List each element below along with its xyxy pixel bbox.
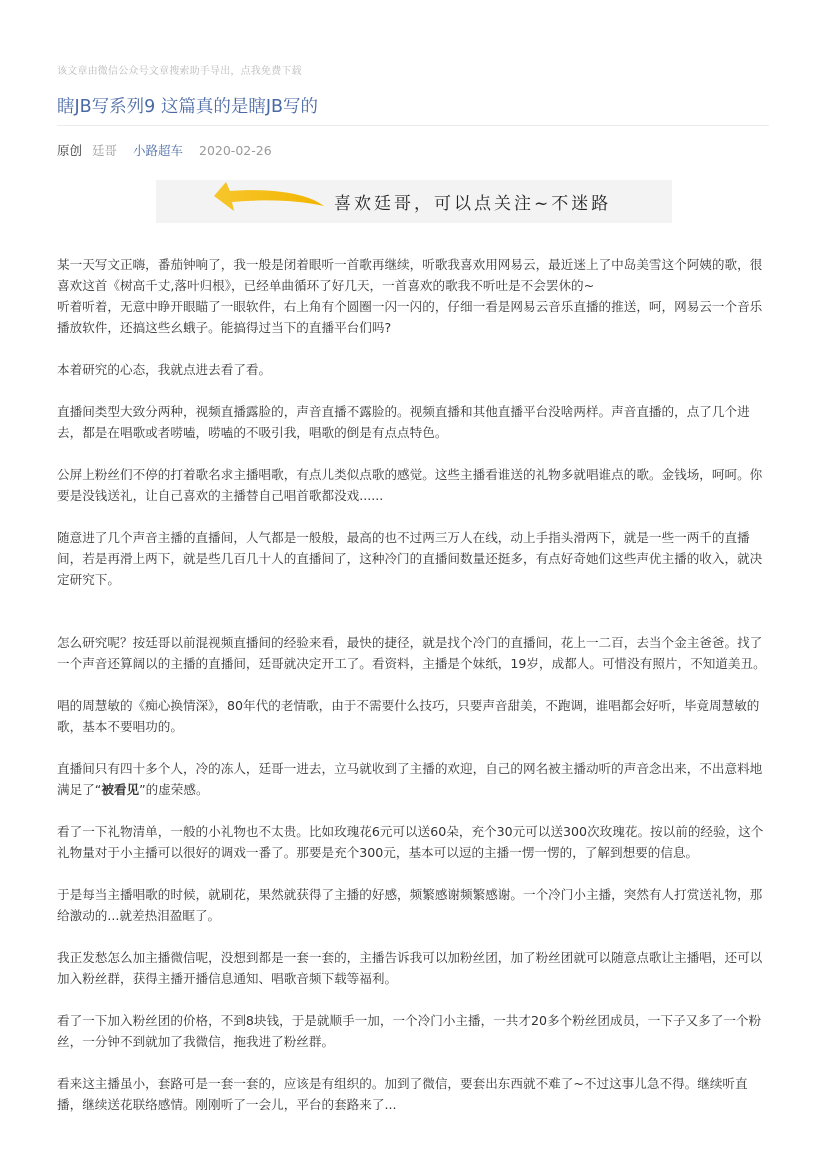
paragraph-line: 直播间类型大致分两种，视频直播露脸的，声音直播不露脸的。视频直播和其他直播平台没啥两样。声音直播的，点了几个进去，都是在唱歌或者唠嗑，唠嗑的不吸引我，唱歌的倒是有点点特色。	[57, 404, 750, 440]
article-body	[57, 254, 769, 1136]
follow-banner	[156, 180, 672, 223]
original-label: 原创	[57, 143, 83, 158]
paragraph-line: 公屏上粉丝们不停的打着歌名求主播唱歌，有点儿类似点歌的感觉。这些主播看谁送的礼物多就唱谁点的歌。金钱场，呵呵。你要是没钱送礼，让自己喜欢的主播替自己唱首歌都没戏......	[57, 467, 763, 503]
title-divider	[57, 125, 769, 126]
account-link[interactable]: 小路超车	[133, 143, 184, 158]
paragraph-line: 于是每当主播唱歌的时候，就刷花，果然就获得了主播的好感，频繁感谢频繁感谢。一个冷门小主播，突然有人打赏送礼物，那给激动的...就差热泪盈眶了。	[57, 887, 763, 923]
paragraph-line: 直播间只有四十多个人，冷的冻人，廷哥一进去，立马就收到了主播的欢迎，自己的网名被主播动听的声音念出来，不出意料地满足了“被看见”的虚荣感。	[57, 761, 763, 797]
paragraph	[57, 464, 769, 506]
paragraph-line: 我正发愁怎么加主播微信呢，没想到都是一套一套的，主播告诉我可以加粉丝团，加了粉丝团就可以随意点歌让主播唱，还可以加入粉丝群，获得主播开播信息通知、唱歌音频下载等福利。	[57, 950, 763, 986]
paragraph	[57, 359, 769, 380]
paragraph	[57, 695, 769, 737]
paragraph-line: 看来这主播虽小，套路可是一套一套的，应该是有组织的。加到了微信，要套出东西就不难了~不过这事儿急不得。继续听直播，继续送花联络感情。刚刚听了一会儿，平台的套路来了...	[57, 1076, 748, 1112]
paragraph-line: 唱的周慧敏的《痴心换情深》，80年代的老情歌，由于不需要什么技巧，只要声音甜美，不跑调，谁唱都会好听，毕竟周慧敏的歌，基本不要唱功的。	[57, 698, 760, 734]
export-notice[interactable]: 该文章由微信公众号文章搜索助手导出，点我免费下载	[57, 66, 302, 77]
paragraph-line: 看了一下加入粉丝团的价格，不到8块钱，于是就顺手一加，一个冷门小主播，一共才20多个粉丝团成员，一下子又多了一个粉丝，一分钟不到就加了我微信，拖我进了粉丝群。	[57, 1013, 762, 1049]
article-meta	[57, 141, 272, 159]
article-title: 瞎JB写系列9 这篇真的是瞎JB写的	[57, 97, 319, 117]
paragraph	[57, 947, 769, 989]
paragraph	[57, 884, 769, 926]
paragraph-line: 本着研究的心态，我就点进去看了看。	[57, 362, 272, 377]
publish-date: 2020-02-26	[199, 143, 272, 158]
paragraph	[57, 1010, 769, 1052]
paragraph	[57, 821, 769, 863]
paragraph	[57, 254, 769, 338]
paragraph	[57, 527, 769, 590]
author-name: 廷哥	[92, 143, 118, 158]
emphasis-text: 被看见	[101, 782, 140, 797]
paragraph-line: 某一天写文正嗨，番茄钟响了，我一般是闭着眼听一首歌再继续，听歌我喜欢用网易云，最近迷上了中岛美雪这个阿姨的歌，很喜欢这首《树高千丈,落叶归根》，已经单曲循环了好几天，一首喜欢的歌我不听吐是不会罢休的~	[57, 257, 763, 293]
paragraph-line: 随意进了几个声音主播的直播间，人气都是一般般，最高的也不过两三万人在线，动上手指头滑两下，就是一些一两千的直播间，若是再滑上两下，就是些几百几十人的直播间了，这种冷门的直播间数量还挺多，有点好奇她们这些声优主播的收入，就决定研究下。	[57, 530, 763, 587]
paragraph	[57, 632, 769, 674]
paragraph-line: 怎么研究呢？按廷哥以前混视频直播间的经验来看，最快的捷径，就是找个冷门的直播间，花上一二百，去当个金主爸爸。找了一个声音还算阔以的主播的直播间，廷哥就决定开工了。看资料，主播是个妹纸，19岁，成都人。可惜没有照片，不知道美丑。	[57, 635, 766, 671]
paragraph	[57, 401, 769, 443]
paragraph	[57, 1073, 769, 1115]
paragraph	[57, 758, 769, 800]
banner-text: 喜欢廷哥，可以点关注~不迷路	[334, 194, 612, 214]
paragraph-line: 看了一下礼物清单，一般的小礼物也不太贵。比如玫瑰花6元可以送60朵，充个30元可以送300次玫瑰花。按以前的经验，这个礼物量对于小主播可以很好的调戏一番了。那要是充个300元，基本可以逗的主播一愣一愣的，了解到想要的信息。	[57, 824, 764, 860]
paragraph-line: 听着听着，无意中睁开眼瞄了一眼软件，右上角有个圆圈一闪一闪的，仔细一看是网易云音乐直播的推送，呵，网易云一个音乐播放软件，还搞这些幺蛾子。能搞得过当下的直播平台们吗?	[57, 299, 763, 335]
